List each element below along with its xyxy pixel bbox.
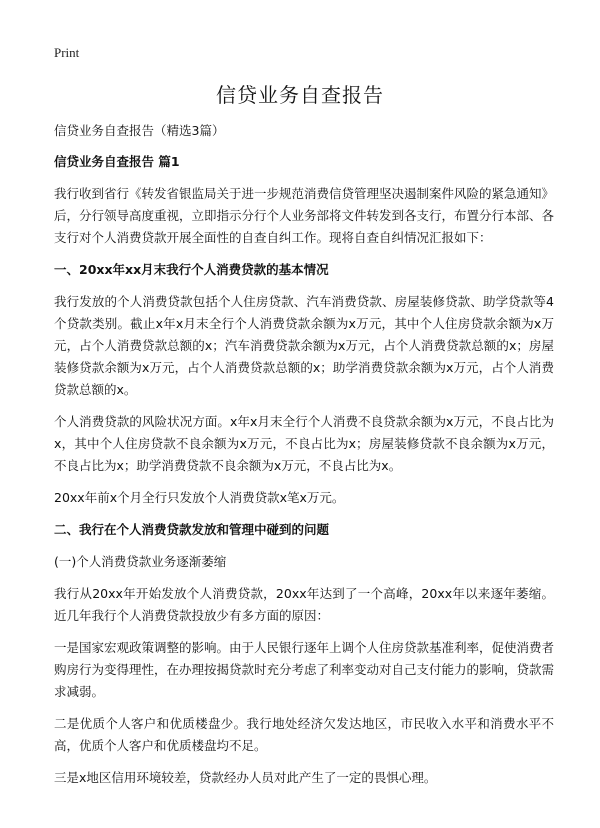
subheading-business-shrink: (一)个人消费贷款业务逐渐萎缩 xyxy=(54,554,227,569)
intro-paragraph: 我行收到省行《转发省银监局关于进一步规范消费信贷管理坚决遏制案件风险的紧急通知》后，分行领导高度重视，立即指示分行个人业务部将文件转发到各支行，布置分行本部、各支行对个人消费贷款开展全面性的自查自纠工作。现将自查自纠情况汇报如下： xyxy=(54,186,555,245)
paragraph-issuance: 20xx年前x个月全行只发放个人消费贷款x笔x万元。 xyxy=(54,490,345,505)
paragraph-reason-credit-environment: 三是x地区信用环境较差，贷款经办人员对此产生了一定的畏惧心理。 xyxy=(54,770,437,785)
paragraph-reason-customers: 二是优质个人客户和优质楼盘少。我行地处经济欠发达地区，市民收入水平和消费水平不高，优质个人客户和优质楼盘均不足。 xyxy=(54,716,554,753)
heading-problems: 二、我行在个人消费贷款发放和管理中碰到的问题 xyxy=(54,522,330,537)
section-title: 信贷业务自查报告 篇1 xyxy=(54,154,180,169)
print-label: Print xyxy=(54,45,80,60)
paragraph-reason-policy: 一是国家宏观政策调整的影响。由于人民银行逐年上调个人住房贷款基准利率，促使消费者购房行为变得理性，在办理按揭贷款时充分考虑了利率变动对自己支付能力的影响，贷款需求减弱。 xyxy=(54,640,555,699)
document-title: 信贷业务自查报告 xyxy=(216,83,384,107)
document-body xyxy=(54,120,554,799)
document-subtitle: 信贷业务自查报告（精选3篇） xyxy=(54,123,225,138)
paragraph-risk-status: 个人消费贷款的风险状况方面。x年x月末全行个人消费不良贷款余额为x万元，不良占比为x，其中个人住房贷款不良余额为x万元，不良占比为x；房屋装修贷款不良余额为x万元，不良占比为x；助学消费贷款不良余额为x万元，不良占比为x。 xyxy=(54,414,554,473)
heading-basic-situation: 一、20xx年xx月末我行个人消费贷款的基本情况 xyxy=(54,262,329,277)
paragraph-loan-balance: 我行发放的个人消费贷款包括个人住房贷款、汽车消费贷款、房屋装修贷款、助学贷款等4个贷款类别。截止x年x月末全行个人消费贷款余额为x万元，其中个人住房贷款余额为x万元，占个人消费贷款总额的x；汽车消费贷款余额为x万元，占个人消费贷款总额的x；房屋装修贷款余额为x万元，占个人消费贷款总额的x；助学消费贷款余额为x万元，占个人消费贷款总额的x。 xyxy=(54,294,554,397)
paragraph-shrink-reasons: 我行从20xx年开始发放个人消费贷款，20xx年达到了一个高峰，20xx年以来逐年萎缩。近几年我行个人消费贷款投放少有多方面的原因： xyxy=(54,586,554,623)
